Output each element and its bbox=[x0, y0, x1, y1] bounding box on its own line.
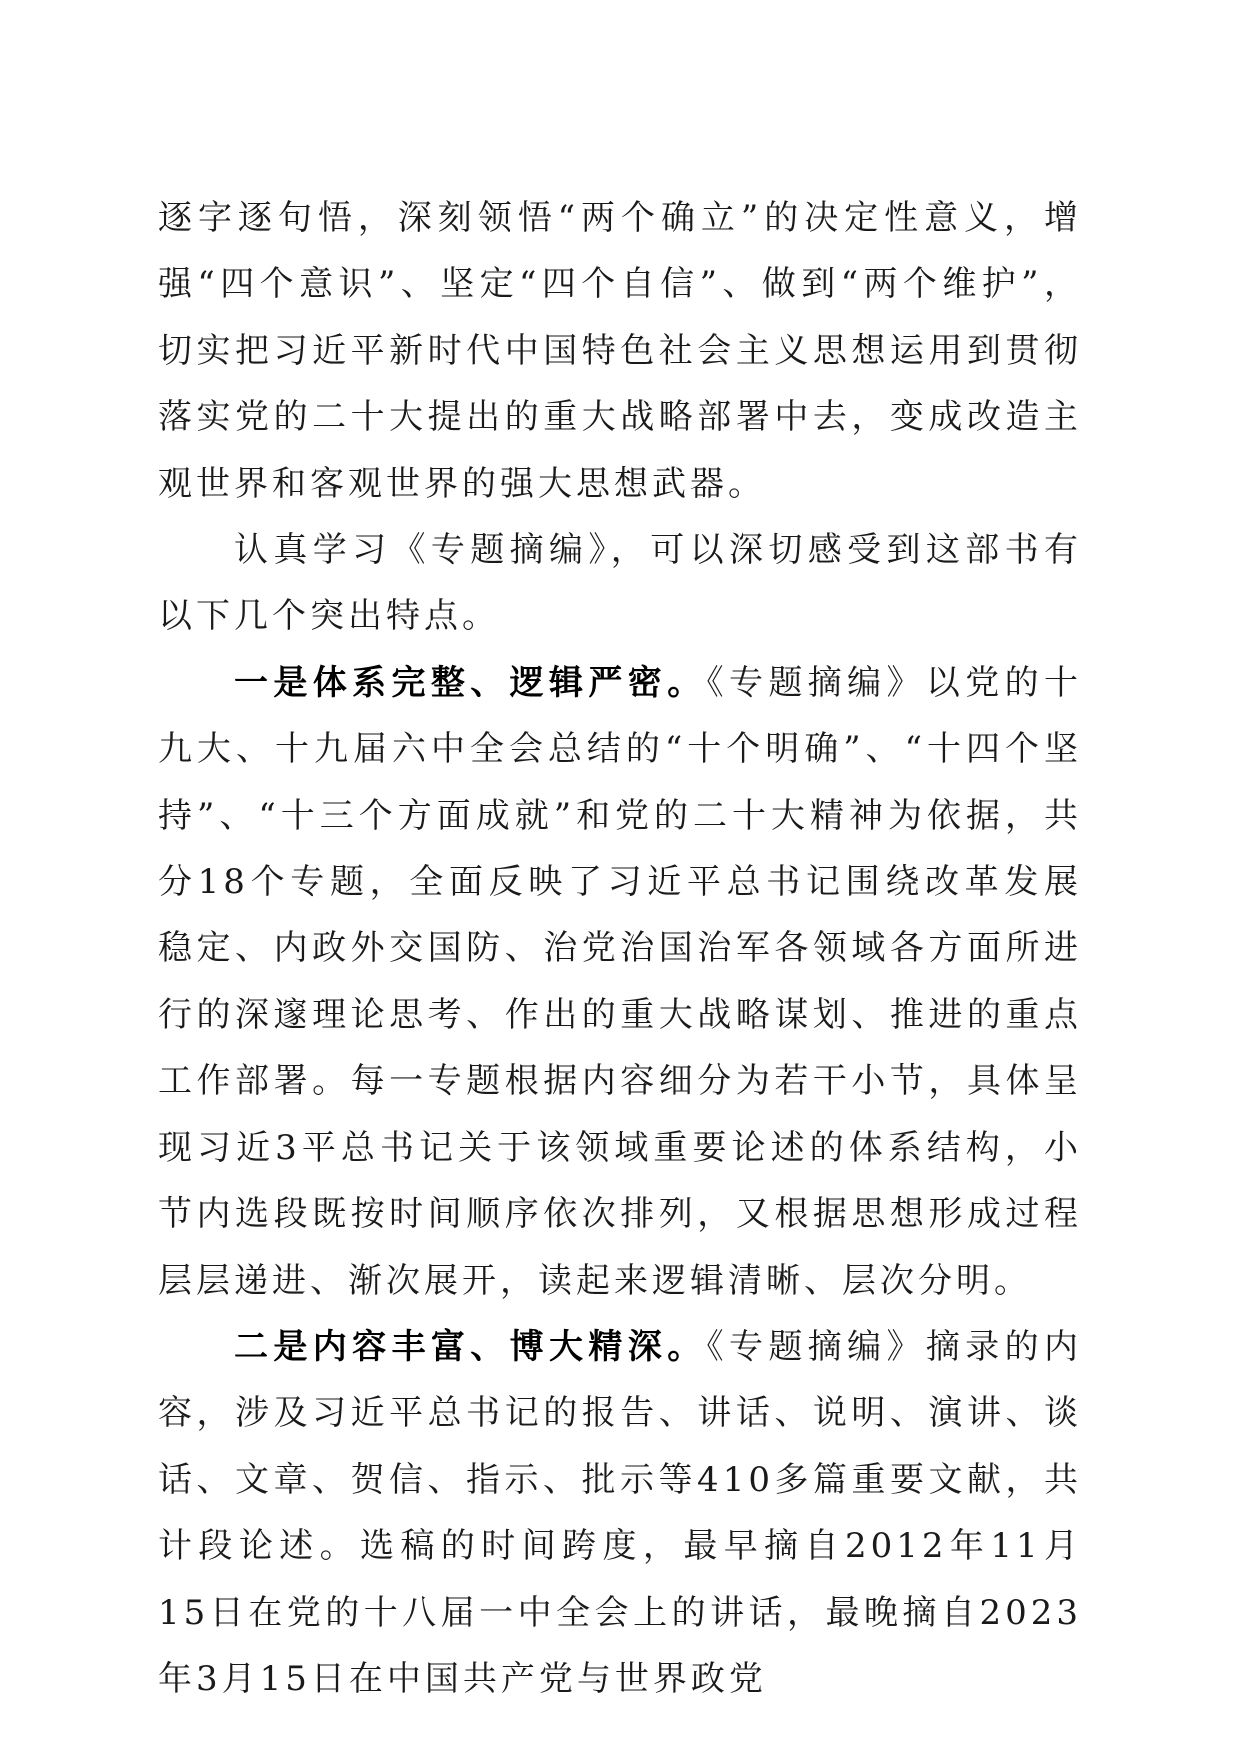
paragraph-text: 逐字逐句悟，深刻领悟“两个确立”的决定性意义，增强“四个意识”、坚定“四个自信”、做到“两个维护”，切实把习近平新时代中国特色社会主义思想运用到贯彻落实党的二十大提出的重大战略部署中去，变成改造主观世界和客观世界的强大思想武器。 bbox=[158, 198, 1082, 504]
paragraph-text: 认真学习《专题摘编》，可以深切感受到这部书有以下几个突出特点。 bbox=[158, 530, 1082, 637]
paragraph-lead-heading: 二是内容丰富、博大精深。 bbox=[234, 1326, 707, 1367]
paragraph-continuation bbox=[158, 185, 1082, 517]
paragraph-lead-heading: 一是体系完整、逻辑严密。 bbox=[234, 662, 707, 703]
body-text bbox=[158, 185, 1082, 1712]
paragraph-feature-one bbox=[158, 650, 1082, 1314]
paragraph-text: 《专题摘编》以党的十九大、十九届六中全会总结的“十个明确”、“十四个坚持”、“十三个方面成就”和党的二十大精神为依据，共分18个专题，全面反映了习近平总书记围绕改革发展稳定、内政外交国防、治党治国治军各领域各方面所进行的深邃理论思考、作出的重大战略谋划、推进的重点工作部署。每一专题根据内容细分为若干小节，具体呈现习近3平总书记关于该领域重要论述的体系结构，小节内选段既按时间顺序依次排列，又根据思想形成过程层层递进、渐次展开，读起来逻辑清晰、层次分明。 bbox=[158, 662, 1083, 1301]
paragraph-intro bbox=[158, 517, 1082, 650]
paragraph-text: 《专题摘编》摘录的内容，涉及习近平总书记的报告、讲话、说明、演讲、谈话、文章、贺信、指示、批示等410多篇重要文献，共计段论述。选稿的时间跨度，最早摘自2012年11月15日在党的十八届一中全会上的讲话，最晚摘自2023年3月15日在中国共产党与世界政党 bbox=[158, 1326, 1083, 1699]
paragraph-feature-two bbox=[158, 1314, 1082, 1712]
